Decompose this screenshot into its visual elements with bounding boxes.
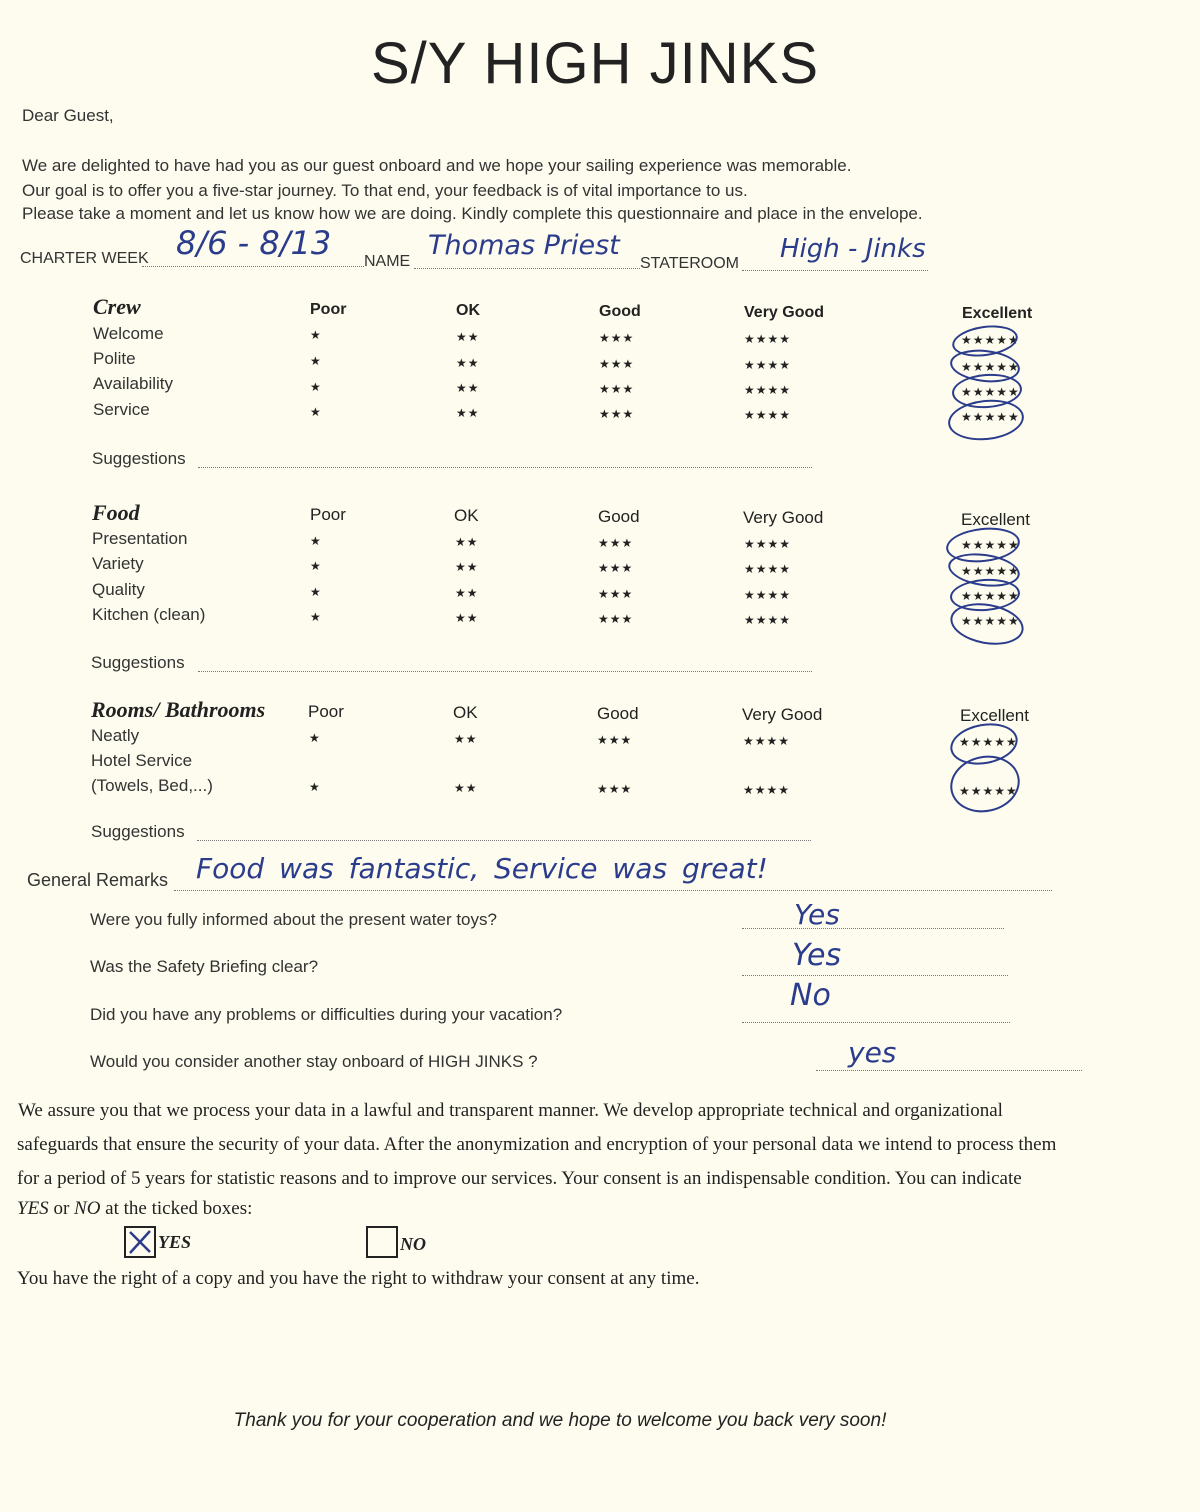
rooms-col-ok: OK bbox=[453, 703, 478, 722]
food-row-kitchen: Kitchen (clean) bbox=[92, 605, 206, 624]
crew-row-welcome: Welcome bbox=[93, 324, 164, 343]
crew-polite-ok[interactable]: ★★ bbox=[456, 356, 480, 370]
consent-no-checkbox[interactable] bbox=[366, 1226, 398, 1258]
rooms-neatly-poor[interactable]: ★ bbox=[309, 731, 321, 745]
crew-availability-excellent[interactable]: ★★★★★ bbox=[961, 385, 1020, 399]
rooms-service-very-good[interactable]: ★★★★ bbox=[743, 783, 791, 797]
consent-withdraw-text: You have the right of a copy and you have the right to withdraw your consent at any time. bbox=[17, 1268, 700, 1289]
crew-suggestions-field[interactable] bbox=[198, 467, 812, 468]
crew-availability-ok[interactable]: ★★ bbox=[456, 381, 480, 395]
crew-service-excellent[interactable]: ★★★★★ bbox=[961, 410, 1020, 424]
rooms-suggestions-label: Suggestions bbox=[91, 822, 185, 841]
stateroom-line bbox=[742, 270, 928, 271]
food-row-presentation: Presentation bbox=[92, 529, 188, 548]
food-variety-very-good[interactable]: ★★★★ bbox=[744, 562, 792, 576]
rooms-col-good: Good bbox=[597, 704, 639, 723]
food-presentation-poor[interactable]: ★ bbox=[310, 534, 322, 548]
consent-yes-checkbox[interactable] bbox=[124, 1226, 156, 1258]
crew-col-very-good: Very Good bbox=[744, 304, 825, 321]
food-variety-good[interactable]: ★★★ bbox=[598, 561, 634, 575]
consent-no-label: NO bbox=[400, 1234, 426, 1254]
rooms-row-hotel-service: Hotel Service bbox=[91, 751, 193, 770]
crew-availability-good[interactable]: ★★★ bbox=[599, 382, 635, 396]
food-quality-good[interactable]: ★★★ bbox=[598, 587, 634, 601]
rooms-neatly-good[interactable]: ★★★ bbox=[597, 733, 633, 747]
name-line bbox=[414, 268, 640, 269]
intro-line-1: We are delighted to have had you as our guest onboard and we hope your sailing experience was memorable. bbox=[22, 156, 852, 175]
crew-title: Crew bbox=[93, 294, 141, 319]
crew-row-availability: Availability bbox=[93, 374, 174, 393]
food-title: Food bbox=[92, 500, 140, 525]
general-remarks-label: General Remarks bbox=[27, 870, 169, 890]
consent-line-1: We assure you that we process your data in a lawful and transparent manner. We develop appropriate technical and organizational bbox=[18, 1100, 1003, 1121]
stateroom-label: STATEROOM bbox=[640, 255, 739, 272]
food-variety-ok[interactable]: ★★ bbox=[455, 560, 479, 574]
food-presentation-good[interactable]: ★★★ bbox=[598, 536, 634, 550]
food-presentation-ok[interactable]: ★★ bbox=[455, 535, 479, 549]
crew-polite-poor[interactable]: ★ bbox=[310, 354, 322, 368]
answer-another-stay[interactable]: yes bbox=[848, 1036, 897, 1069]
crew-service-ok[interactable]: ★★ bbox=[456, 406, 480, 420]
consent-line-2: safeguards that ensure the security of your data. After the anonymization and encryption of your personal data we intend to process them bbox=[17, 1134, 1057, 1155]
question-another-stay: Would you consider another stay onboard of HIGH JINKS ? bbox=[90, 1052, 538, 1071]
general-remarks-field[interactable]: Food was fantastic, Service was great! bbox=[196, 852, 768, 885]
rooms-service-poor[interactable]: ★ bbox=[309, 780, 321, 794]
name-label: NAME bbox=[364, 253, 411, 270]
footer-thank-you: Thank you for your cooperation and we hope to welcome you back very soon! bbox=[233, 1410, 887, 1431]
answer-safety-briefing[interactable]: Yes bbox=[792, 938, 842, 973]
rooms-neatly-ok[interactable]: ★★ bbox=[454, 732, 478, 746]
form-title: S/Y HIGH JINKS bbox=[370, 31, 820, 96]
crew-service-good[interactable]: ★★★ bbox=[599, 407, 635, 421]
crew-availability-poor[interactable]: ★ bbox=[310, 380, 322, 394]
charter-week-label: CHARTER WEEK bbox=[20, 250, 149, 267]
consent-line-3: for a period of 5 years for statistic reasons and to improve our services. Your consent is an indispensable condition. You can indicate bbox=[17, 1168, 1022, 1189]
greeting: Dear Guest, bbox=[22, 106, 114, 125]
food-quality-excellent[interactable]: ★★★★★ bbox=[961, 589, 1020, 603]
crew-polite-excellent[interactable]: ★★★★★ bbox=[961, 360, 1020, 374]
answer-problems-line bbox=[742, 1022, 1010, 1023]
answer-water-toys-line bbox=[742, 928, 1004, 929]
crew-welcome-ok[interactable]: ★★ bbox=[456, 330, 480, 344]
rooms-col-excellent: Excellent bbox=[960, 706, 1029, 725]
crew-col-ok: OK bbox=[456, 302, 480, 319]
crew-col-excellent: Excellent bbox=[962, 305, 1033, 322]
food-quality-poor[interactable]: ★ bbox=[310, 585, 322, 599]
answer-water-toys[interactable]: Yes bbox=[794, 898, 840, 931]
crew-polite-very-good[interactable]: ★★★★ bbox=[744, 358, 792, 372]
crew-col-poor: Poor bbox=[310, 301, 347, 318]
charter-week-field[interactable]: 8/6 - 8/13 bbox=[176, 224, 332, 262]
consent-line-4 bbox=[17, 1198, 252, 1220]
food-col-good: Good bbox=[598, 507, 640, 526]
rooms-title: Rooms/ Bathrooms bbox=[91, 697, 266, 722]
crew-welcome-very-good[interactable]: ★★★★ bbox=[744, 332, 792, 346]
check-x-icon bbox=[126, 1228, 154, 1256]
food-kitchen-good[interactable]: ★★★ bbox=[598, 612, 634, 626]
crew-service-circle-mark bbox=[946, 396, 1026, 444]
intro-line-3: Please take a moment and let us know how we are doing. Kindly complete this questionnaire and place in the envelope. bbox=[22, 204, 923, 223]
crew-service-poor[interactable]: ★ bbox=[310, 405, 322, 419]
question-safety-briefing: Was the Safety Briefing clear? bbox=[90, 957, 319, 976]
crew-col-good: Good bbox=[599, 303, 641, 320]
crew-welcome-excellent[interactable]: ★★★★★ bbox=[961, 333, 1020, 347]
answer-safety-briefing-line bbox=[742, 975, 1008, 976]
food-suggestions-label: Suggestions bbox=[91, 653, 185, 672]
crew-availability-very-good[interactable]: ★★★★ bbox=[744, 383, 792, 397]
answer-another-stay-line bbox=[816, 1070, 1082, 1071]
food-variety-excellent[interactable]: ★★★★★ bbox=[961, 564, 1020, 578]
food-kitchen-ok[interactable]: ★★ bbox=[455, 611, 479, 625]
stateroom-field[interactable]: High - Jinks bbox=[780, 234, 926, 264]
food-col-very-good: Very Good bbox=[743, 508, 824, 527]
rooms-row-neatly: Neatly bbox=[91, 726, 140, 745]
rooms-suggestions-field[interactable] bbox=[197, 840, 811, 841]
rooms-service-ok[interactable]: ★★ bbox=[454, 781, 478, 795]
general-remarks-line bbox=[174, 890, 1052, 891]
consent-no-word: NO bbox=[74, 1198, 101, 1219]
crew-row-polite: Polite bbox=[93, 349, 136, 368]
rooms-col-poor: Poor bbox=[308, 702, 344, 721]
food-variety-poor[interactable]: ★ bbox=[310, 559, 322, 573]
food-kitchen-excellent[interactable]: ★★★★★ bbox=[961, 614, 1020, 628]
food-col-poor: Poor bbox=[310, 505, 346, 524]
rooms-neatly-very-good[interactable]: ★★★★ bbox=[743, 734, 791, 748]
crew-row-service: Service bbox=[93, 400, 150, 419]
rooms-row-towels-bed: (Towels, Bed,...) bbox=[91, 776, 213, 795]
crew-welcome-good[interactable]: ★★★ bbox=[599, 331, 635, 345]
crew-service-very-good[interactable]: ★★★★ bbox=[744, 408, 792, 422]
crew-suggestions-label: Suggestions bbox=[92, 449, 186, 468]
food-suggestions-field[interactable] bbox=[198, 671, 812, 672]
food-presentation-excellent[interactable]: ★★★★★ bbox=[961, 538, 1020, 552]
name-field[interactable]: Thomas Priest bbox=[428, 230, 620, 261]
rooms-neatly-excellent[interactable]: ★★★★★ bbox=[959, 735, 1018, 749]
food-row-quality: Quality bbox=[92, 580, 145, 599]
food-row-variety: Variety bbox=[92, 554, 144, 573]
intro-line-2: Our goal is to offer you a five-star journey. To that end, your feedback is of vital importance to us. bbox=[22, 181, 748, 200]
answer-problems[interactable]: No bbox=[790, 978, 831, 1013]
food-col-ok: OK bbox=[454, 506, 479, 525]
question-water-toys: Were you fully informed about the present water toys? bbox=[90, 910, 497, 929]
charter-week-line bbox=[142, 266, 364, 267]
food-presentation-very-good[interactable]: ★★★★ bbox=[744, 537, 792, 551]
rooms-col-very-good: Very Good bbox=[742, 705, 823, 724]
food-quality-ok[interactable]: ★★ bbox=[455, 586, 479, 600]
rooms-service-good[interactable]: ★★★ bbox=[597, 782, 633, 796]
question-problems: Did you have any problems or difficulties during your vacation? bbox=[90, 1005, 563, 1024]
consent-yes-word: YES bbox=[17, 1198, 49, 1219]
consent-yes-label: YES bbox=[158, 1232, 192, 1252]
food-kitchen-very-good[interactable]: ★★★★ bbox=[744, 613, 792, 627]
food-quality-very-good[interactable]: ★★★★ bbox=[744, 588, 792, 602]
food-kitchen-poor[interactable]: ★ bbox=[310, 610, 322, 624]
consent-or-word: or bbox=[48, 1198, 75, 1219]
crew-welcome-poor[interactable]: ★ bbox=[310, 328, 322, 342]
rooms-service-excellent[interactable]: ★★★★★ bbox=[959, 784, 1018, 798]
consent-line-4-rest: at the ticked boxes: bbox=[100, 1198, 253, 1219]
food-col-excellent: Excellent bbox=[961, 510, 1030, 529]
crew-polite-good[interactable]: ★★★ bbox=[599, 357, 635, 371]
